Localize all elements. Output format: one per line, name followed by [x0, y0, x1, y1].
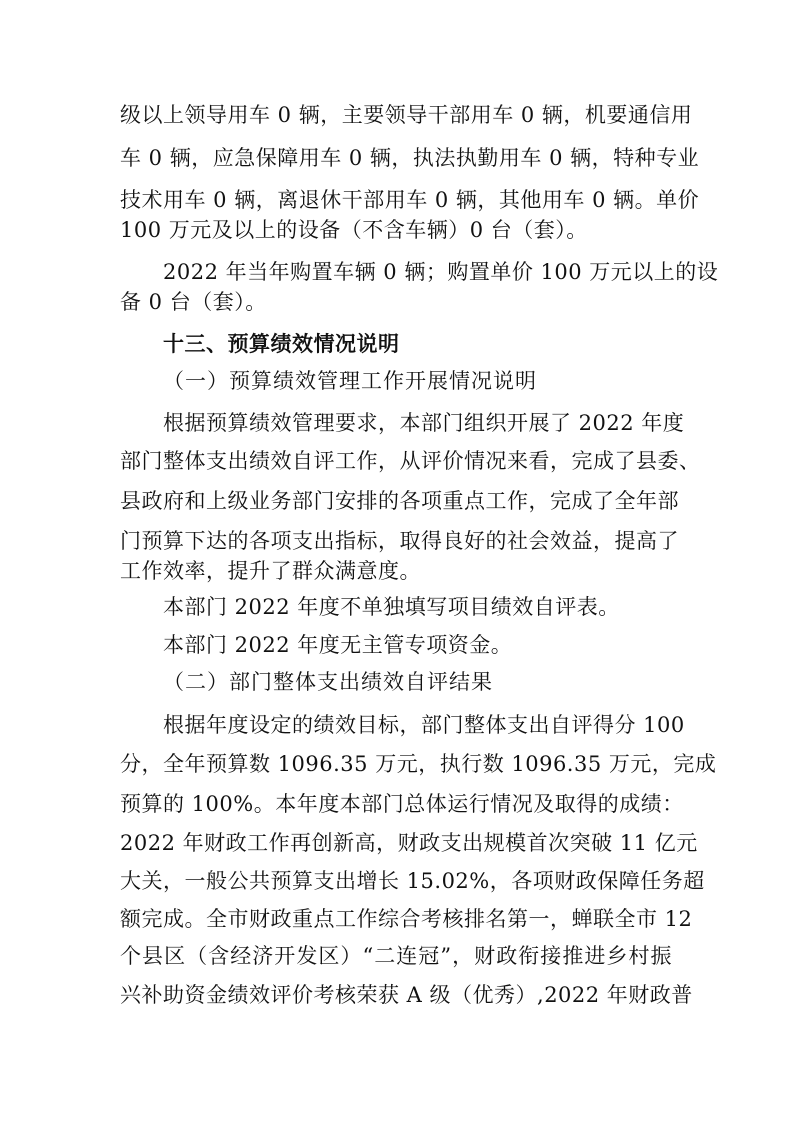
paragraph-first-line: 本部门 2022 年度无主管专项资金。 — [163, 633, 513, 657]
paragraph-first-line: 2022 年当年购置车辆 0 辆；购置单价 100 万元以上的设 — [163, 260, 719, 284]
body-text-line: 个县区（含经济开发区）“二连冠”，财政衔接推进乡村振 — [120, 944, 672, 968]
body-text-line: 技术用车 0 辆，离退休干部用车 0 辆，其他用车 0 辆。单价 — [120, 188, 700, 212]
body-text-line: 兴补助资金绩效评价考核荣获 A 级（优秀）,2022 年财政普 — [120, 983, 693, 1007]
body-text-line: 县政府和上级业务部门安排的各项重点工作，完成了全年部 — [120, 489, 679, 513]
body-text-line: 工作效率，提升了群众满意度。 — [120, 559, 421, 583]
body-text-line: 预算的 100%。本年度本部门总体运行情况及取得的成绩： — [120, 792, 684, 816]
body-text-line: 额完成。全市财政重点工作综合考核排名第一，蝉联全市 12 — [120, 907, 693, 931]
body-text-line: 门预算下达的各项支出指标，取得良好的社会效益，提高了 — [120, 529, 679, 553]
body-text-line: 大关，一般公共预算支出增长 15.02%，各项财政保障任务超 — [120, 869, 705, 893]
section-heading: 十三、预算绩效情况说明 — [163, 332, 400, 356]
body-text-line: 100 万元及以上的设备（不含车辆）0 台（套）。 — [120, 218, 588, 242]
body-text-line: 车 0 辆，应急保障用车 0 辆，执法执勤用车 0 辆，特种专业 — [120, 146, 700, 170]
body-text-line: 分，全年预算数 1096.35 万元，执行数 1096.35 万元，完成 — [120, 752, 717, 776]
paragraph-first-line: 根据预算绩效管理要求，本部门组织开展了 2022 年度 — [163, 411, 685, 435]
subsection-heading: （一）预算绩效管理工作开展情况说明 — [163, 369, 537, 393]
subsection-heading: （二）部门整体支出绩效自评结果 — [163, 670, 493, 694]
body-text-line: 部门整体支出绩效自评工作，从评价情况来看，完成了县委、 — [120, 449, 701, 473]
body-text-line: 级以上领导用车 0 辆，主要领导干部用车 0 辆，机要通信用 — [120, 103, 693, 127]
body-text-line: 2022 年财政工作再创新高，财政支出规模首次突破 11 亿元 — [120, 831, 698, 855]
paragraph-first-line: 本部门 2022 年度不单独填写项目绩效自评表。 — [163, 595, 620, 619]
paragraph-first-line: 根据年度设定的绩效目标，部门整体支出自评得分 100 — [163, 713, 685, 737]
body-text-line: 备 0 台（套）。 — [120, 290, 267, 314]
